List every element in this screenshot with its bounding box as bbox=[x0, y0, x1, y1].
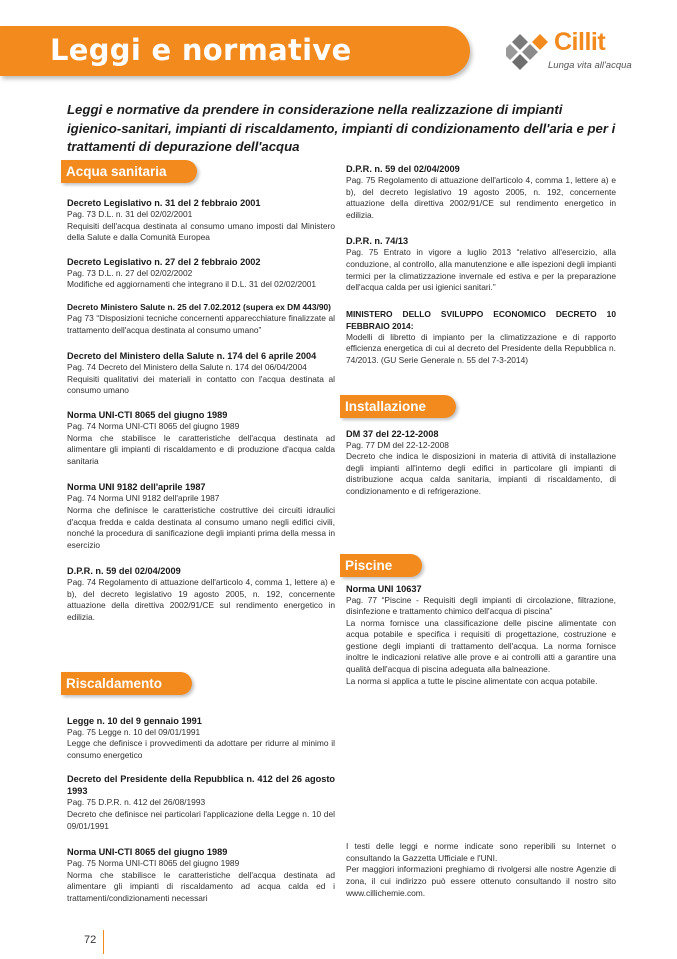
law-page-ref: Pag. 77 “Piscine - Requisiti degli impianti di circolazione, filtrazione, disinfezione e trattamento chimico dell'acqua di piscina” bbox=[346, 594, 616, 617]
law-entry bbox=[67, 715, 335, 762]
law-description: Norma che stabilisce le caratteristiche dell'acqua destinata ad alimentare gli impianti di riscaldamento e di produzione d'acqua calda sanitaria bbox=[67, 432, 335, 466]
law-description: Pag 73 “Disposizioni tecniche concernenti apparecchiature finalizzate al trattamento dell'acqua destinata al consumo umano” bbox=[67, 312, 335, 335]
law-description: La norma si applica a tutte le piscine alimentate con acqua potabile. bbox=[346, 675, 598, 686]
law-page-ref: Pag. 75 D.P.R. n. 412 del 26/08/1993 bbox=[67, 797, 206, 808]
law-title: Norma UNI-CTI 8065 del giugno 1989 bbox=[67, 409, 228, 420]
law-page-ref: Pag. 74 Norma UNI 9182 dell'aprile 1987 bbox=[67, 493, 220, 504]
law-title: Decreto del Ministero della Salute n. 174 del 6 aprile 2004 bbox=[67, 351, 317, 362]
law-entry bbox=[67, 350, 335, 397]
law-description: Decreto che definisce nei particolari l'applicazione della Legge n. 10 del 09/01/1991 bbox=[67, 809, 335, 831]
law-entry bbox=[67, 565, 335, 623]
footnote-line: Per maggiori informazioni preghiamo di rivolgersi alle nostre Agenzie di zona, il cui indirizzo può essere ottenuto consultando il nostro sito www.cillichemie.com. bbox=[346, 864, 616, 898]
footnote bbox=[346, 841, 616, 899]
law-entry bbox=[346, 163, 616, 221]
law-entry bbox=[67, 481, 335, 551]
law-title: Norma UNI 9182 dell'aprile 1987 bbox=[67, 482, 206, 493]
law-entry bbox=[67, 301, 335, 336]
law-entry bbox=[67, 197, 335, 244]
intro-text: Leggi e normative da prendere in considerazione nella realizzazione di impianti igienico-sanitari, impianti di riscaldamento, impianti di condizionamento dell'aria e per i trattamenti di depurazione dell'acqua bbox=[67, 102, 616, 154]
law-description: La norma fornisce una classificazione delle piscine alimentate con acqua potabile e specifica i requisiti di progettazione, costruzione e gestione degli impianti di trattamento dell'acqua. La norma fornisce inoltre le indicazioni relative alle prove e ai controlli atti a garantire una qualità dell'acqua di piscina adeguata alla balneazione. bbox=[346, 617, 616, 675]
law-description: Modelli di libretto di impianto per la climatizzazione e di rapporto efficienza energetica di cui al decreto del Presidente della Repubblica n. 74/2013. (GU Serie Generale n. 55 del 7-3-2014) bbox=[346, 331, 616, 365]
law-description: Pag. 75 Regolamento di attuazione dell'articolo 4, comma 1, lettere a) e b), del decreto legislativo 19 agosto 2005, n. 192, concernente attuazione della direttiva 2002/91/CE sul rendimento energetico in edilizia. bbox=[346, 175, 616, 220]
brand-name: Cillit bbox=[554, 28, 606, 56]
cillit-mark-icon bbox=[506, 30, 552, 70]
law-title: Norma UNI 10637 bbox=[346, 583, 422, 594]
law-entry bbox=[67, 846, 335, 904]
right-column bbox=[346, 163, 616, 899]
cillit-logo bbox=[506, 28, 632, 78]
law-page-ref: Pag. 74 Decreto del Ministero della Salute n. 174 del 06/04/2004 bbox=[67, 362, 307, 373]
law-entry bbox=[346, 583, 616, 688]
law-entry bbox=[346, 308, 616, 367]
section-tab-riscaldamento: Riscaldamento bbox=[61, 672, 192, 695]
law-description: Legge che definisce i provvedimenti da adottare per ridurre al minimo il consumo energetico bbox=[67, 738, 335, 760]
section-tab-acqua-sanitaria: Acqua sanitaria bbox=[61, 160, 197, 183]
law-title: Decreto Legislativo n. 31 del 2 febbraio 2001 bbox=[67, 198, 261, 208]
law-page-ref: Pag. 73 D.L. n. 27 del 02/02/2002 bbox=[67, 267, 193, 278]
brand-tagline: Lunga vita all'acqua bbox=[548, 60, 632, 71]
law-description: Norma che stabilisce le caratteristiche dell'acqua destinata ad alimentare gli impianti di riscaldamento ad acqua calda ed i trattamenti/condizionamenti necessari bbox=[67, 869, 335, 903]
law-entry bbox=[67, 773, 335, 832]
law-description: Decreto che indica le disposizioni in materia di attività di installazione degli impianti all'interno degli edifici in particolare gli impianti di distribuzione acqua calda sanitaria, impianti di riscaldamento, di condizionamento e di refrigerazione. bbox=[346, 451, 616, 496]
section-tab-installazione: Installazione bbox=[340, 395, 456, 418]
law-page-ref: Pag. 75 Legge n. 10 del 09/01/1991 bbox=[67, 726, 201, 737]
law-description: Norma che definisce le caratteristiche costruttive dei circuiti idraulici d'acqua fredda e calda destinata al consumo umano negli edifici civili, nonché la procedura di sanificazione degli impianti prima della messa in esercizio bbox=[67, 504, 335, 550]
left-column bbox=[67, 160, 335, 905]
law-title: Legge n. 10 del 9 gennaio 1991 bbox=[67, 715, 202, 726]
law-page-ref: Pag. 75 Norma UNI-CTI 8065 del giugno 1989 bbox=[67, 858, 240, 869]
page-number: 72 bbox=[84, 934, 97, 946]
law-entry bbox=[346, 235, 616, 293]
law-entry bbox=[67, 409, 335, 467]
law-title: DM 37 del 22-12-2008 bbox=[346, 428, 439, 439]
law-title: Norma UNI-CTI 8065 del giugno 1989 bbox=[67, 847, 228, 858]
title-banner bbox=[0, 26, 470, 76]
law-description: Pag. 74 Regolamento di attuazione dell'articolo 4, comma 1, lettere a) e b), del decreto legislativo 19 agosto 2005, n. 192, concernente attuazione della direttiva 2002/91/CE sul rendimento energetico in edilizia. bbox=[67, 577, 335, 623]
law-entry bbox=[346, 428, 616, 498]
law-title: Decreto del Presidente della Repubblica n. 412 del 26 agosto 1993 bbox=[67, 774, 335, 797]
law-entry bbox=[67, 256, 335, 291]
law-title: D.P.R. n. 59 del 02/04/2009 bbox=[346, 164, 460, 174]
law-title: D.P.R. n. 74/13 bbox=[346, 236, 409, 247]
law-page-ref: Pag. 77 DM del 22-12-2008 bbox=[346, 439, 449, 450]
law-description: Requisiti dell'acqua destinata al consumo umano imposti dal Ministero della Salute e dalla Comunità Europea bbox=[67, 220, 335, 243]
law-title: MINISTERO DELLO SVILUPPO ECONOMICO DECRETO 10 FEBBRAIO 2014: bbox=[346, 308, 616, 331]
law-page-ref: Pag. 73 D.L. n. 31 del 02/02/2001 bbox=[67, 209, 193, 219]
law-page-ref: Pag. 74 Norma UNI-CTI 8065 del giugno 1989 bbox=[67, 420, 240, 431]
law-description: Modifiche ed aggiornamenti che integrano il D.L. 31 del 02/02/2001 bbox=[67, 279, 317, 290]
law-title: Decreto Ministero Salute n. 25 del 7.02.2012 (supera ex DM 443/90) bbox=[67, 301, 331, 312]
page-number-rule bbox=[103, 930, 104, 954]
section-tab-piscine: Piscine bbox=[340, 554, 422, 577]
law-description: Pag. 75 Entrato in vigore a luglio 2013 “relativo all'esercizio, alla conduzione, al controllo, alla manutenzione e alle ispezioni degli impianti termici per la climatizzazione invernale ed estiva e per la preparazione dell'acqua calda per usi igienici sanitari.” bbox=[346, 247, 616, 293]
page-title: Leggi e normative bbox=[50, 33, 352, 67]
law-description: Requisiti qualitativi dei materiali in contatto con l'acqua destinata al consumo umano bbox=[67, 373, 335, 396]
law-title: Decreto Legislativo n. 27 del 2 febbraio 2002 bbox=[67, 256, 261, 267]
law-title: D.P.R. n. 59 del 02/04/2009 bbox=[67, 566, 181, 577]
footnote-line: I testi delle leggi e norme indicate sono reperibili su Internet o consultando la Gazzetta Ufficiale e l'UNI. bbox=[346, 841, 616, 863]
